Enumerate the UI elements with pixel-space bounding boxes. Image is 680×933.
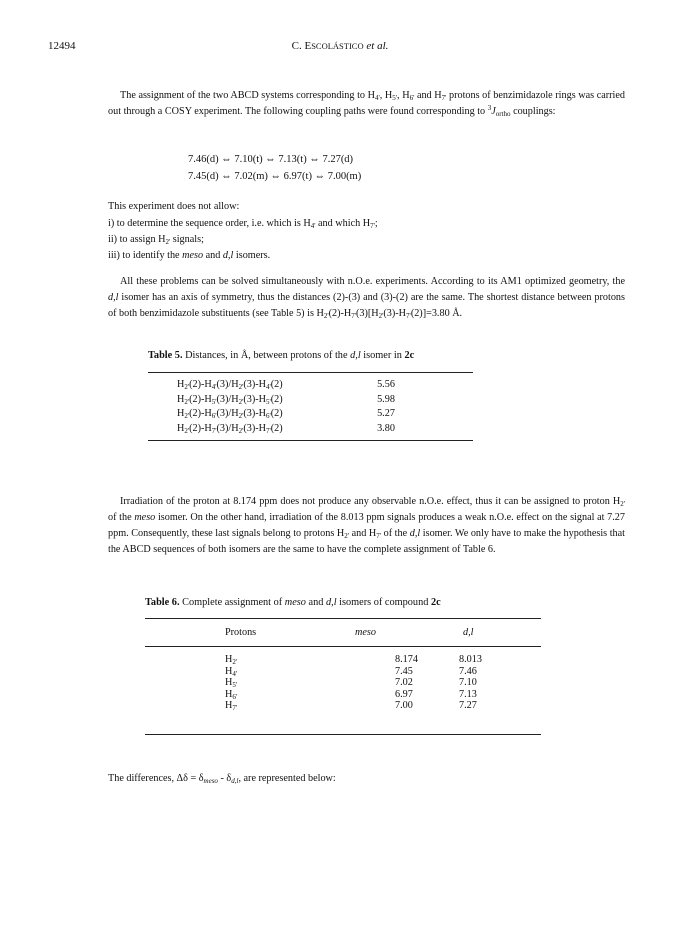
- table5-top-rule: [148, 372, 473, 373]
- page-number: 12494: [48, 40, 76, 52]
- table5-caption: Table 5. Distances, in Å, between protons of the d,l isomer in 2c: [148, 350, 415, 361]
- paragraph-irradiation: Irradiation of the proton at 8.174 ppm does not produce any observable n.O.e. effect, thus it can be assigned to proton $H_{2'}$ of the meso isomer. On the other hand, irradiation of the 8.013 ppm signals produces a weak n.O.e. effect on the signal at 7.27 ppm. Consequently, these last signals belong to protons $H_{2'}$ and $H_{7'}$ of the d,l isomer. We only have to make the hypothesis that the ABCD sequences of both isomers are the same to have the complete assignment of Table 6.: [108, 496, 625, 555]
- table-row: $H_{6'}$ 6.97 7.13: [225, 688, 477, 701]
- table-row: $H_{4'}$ 7.45 7.46: [225, 665, 477, 678]
- table6-top-rule: [145, 618, 541, 619]
- paragraph-differences: The differences, $\Delta\delta = \delta_{meso} - \delta_{d,l}$, are represented below:: [108, 773, 336, 785]
- table-row: $H_{2'}(2)-H_{5'}(3)/H_{2'}(3)-H_{5'}(2)$ 5.98: [177, 393, 395, 406]
- table-row: $H_{2'}(2)-H_{6'}(3)/H_{2'}(3)-H_{6'}(2)$ 5.27: [177, 408, 395, 420]
- coupling-path-2: 7.45(d) ⇔ 7.02(m) ⇔ 6.97(t) ⇔ 7.00(m): [188, 171, 362, 182]
- list-item-1: i) to determine the sequence order, i.e. which is $H_{4'}$ and which $H_{7'}$;: [108, 218, 378, 230]
- running-head: C. ESCOLÁSTICO et al.: [291, 40, 389, 52]
- table-row: $H_{2'}(2)-H_{7'}(3)/H_{2'}(3)-H_{7'}(2)$ 3.80: [177, 422, 395, 435]
- table6-body: [145, 654, 513, 712]
- table-row: $H_{7'}$ 7.00 7.27: [225, 700, 477, 712]
- table-row: $H_{2'}$ 8.174 8.013: [225, 654, 482, 666]
- coupling-path-1: 7.46(d) ⇔ 7.10(t) ⇔ 7.13(t) ⇔ 7.27(d): [188, 154, 354, 165]
- table5-bottom-rule: [148, 440, 473, 441]
- header-protons: Protons: [225, 627, 257, 638]
- table6-header: [145, 627, 541, 639]
- paragraph-noe: All these problems can be solved simultaneously with n.O.e. experiments. According to its AM1 optimized geometry, the d,l isomer has an axis of symmetry, thus the distances (2)-(3) and (3)-(2) are the same. The shortest distance between protons of both benzimidazole substituents (see Table 5) is $H_{2'}(2)-H_{7'}(3)[H_{2'}(3)-H_{7'}(2)]=3.80$ Å.: [108, 276, 625, 320]
- paragraph-limitations-intro: This experiment does not allow:: [108, 201, 240, 212]
- list-item-3: iii) to identify the meso and d,l isomers.: [108, 250, 271, 261]
- table-row: $H_{2'}(2)-H_{4'}(3)/H_{2'}(3)-H_{4'}(2)$ 5.56: [177, 379, 395, 391]
- header-meso: meso: [355, 627, 376, 638]
- table6-caption: Table 6. Complete assignment of meso and d,l isomers of compound 2c: [145, 597, 441, 608]
- header-dl: d,l: [463, 627, 474, 638]
- table-row: $H_{5'}$ 7.02 7.10: [225, 677, 477, 689]
- table6-header-rule: [145, 646, 541, 647]
- list-item-2: ii) to assign $H_{2'}$ signals;: [108, 234, 204, 246]
- paragraph-cosy: The assignment of the two ABCD systems corresponding to $H_{4'}$, $H_{5'}$, $H_{6'}$ and $H_{7'}$ protons of benzimidazole rings was carried out through a COSY experiment. The following coupling paths were found corresponding to $^3J_{ortho}$ couplings:: [108, 90, 626, 118]
- table5: [148, 378, 421, 436]
- table6-bottom-rule: [145, 734, 541, 735]
